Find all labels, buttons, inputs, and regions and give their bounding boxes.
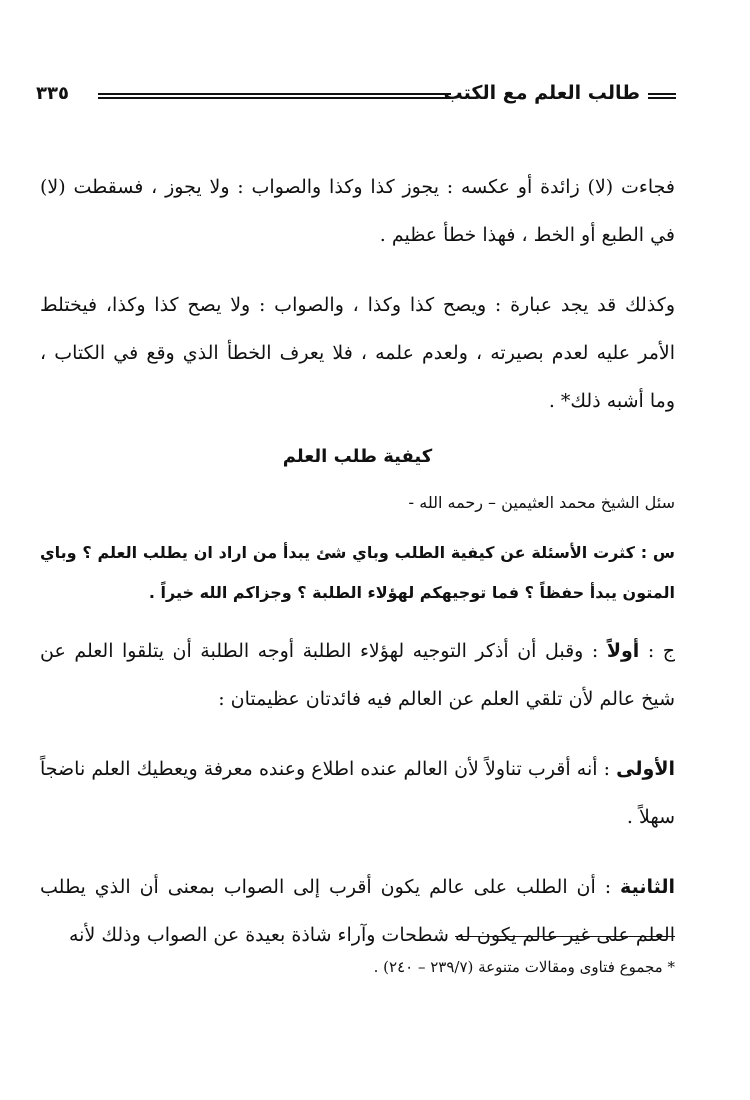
running-title: طالب العلم مع الكتب	[443, 82, 640, 104]
first-benefit-lead: الأولى	[616, 758, 675, 780]
first-benefit-paragraph	[40, 745, 675, 841]
question-paragraph: س : كثرت الأسئلة عن كيفية الطلب وباي شئ يبدأ من اراد ان يطلب العلم ؟ وباي المتون يبدأ حفظاً ؟ فما توجيهكم لهؤلاء الطلبة ؟ وجزاكم الله خيراً .	[40, 543, 675, 602]
paragraph-1: فجاءت (لا) زائدة أو عكسه : يجوز كذا وكذا والصواب : ولا يجوز ، فسقطت (لا) في الطبع أو الخط ، فهذا خطأ عظيم .	[40, 176, 675, 246]
second-benefit-paragraph	[40, 863, 675, 959]
answer-lead: أولاً	[606, 640, 640, 662]
first-benefit-text: : أنه أقرب تناولاً لأن العالم عنده اطلاع وعنده معرفة ويعطيك العلم ناضجاً سهلاً .	[40, 758, 675, 828]
section-title: كيفية طلب العلم	[282, 446, 433, 467]
footnote: * مجموع فتاوى ومقالات متنوعة (٢٣٩/٧ – ٢٤٠) .	[373, 958, 675, 976]
footnote-rule	[455, 936, 675, 937]
paragraph-2: وكذلك قد يجد عبارة : ويصح كذا وكذا ، والصواب : ولا يصح كذا وكذا، فيختلط الأمر عليه لعدم بصيرته ، ولعدم علمه ، فلا يعرف الخطأ الذي وقع في الكتاب ، وما أشبه ذلك* .	[40, 294, 675, 412]
header-dash-ornament	[648, 93, 676, 99]
answer-paragraph	[40, 627, 675, 723]
page-number: ٣٣٥	[36, 83, 69, 104]
page-body	[40, 163, 675, 981]
second-benefit-text: : أن الطلب على عالم يكون أقرب إلى الصواب بمعنى أن الذي يطلب العلم على غير عالم يكون له شطحات وآراء شاذة بعيدة عن الصواب وذلك لأنه	[40, 876, 675, 946]
second-benefit-lead: الثانية	[620, 876, 675, 898]
header-rule	[98, 93, 451, 99]
page-header	[36, 82, 676, 112]
answer-prefix: ج :	[639, 640, 676, 662]
answer-text: : وقبل أن أذكر التوجيه لهؤلاء الطلبة أوجه الطلبة أن يتلقوا العلم عن شيخ عالم لأن تلقي العلم عن العالم فيه فائدتان عظيمتان :	[40, 640, 675, 710]
attribution-line: سئل الشيخ محمد العثيمين – رحمه الله -	[408, 493, 675, 512]
